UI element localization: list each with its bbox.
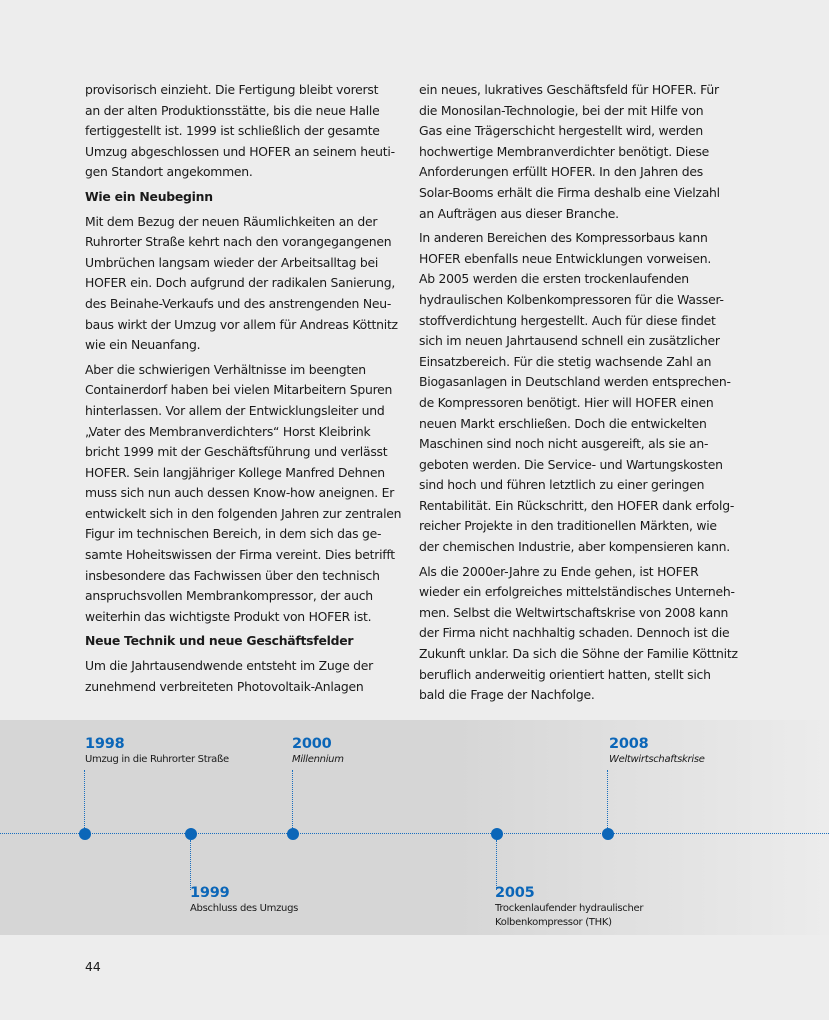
- event-description: Trockenlaufender hydraulischer: [495, 903, 644, 914]
- paragraph: [85, 80, 403, 183]
- text-line: Umzug abgeschlossen und HOFER an seinem heuti-: [85, 143, 395, 159]
- timeline-marker-1998: [79, 828, 91, 840]
- timeline-connector: [292, 770, 293, 828]
- text-line: HOFER. Sein langjähriger Kollege Manfred Dehnen: [85, 464, 385, 480]
- text-line: Solar-Booms erhält die Firma deshalb eine Vielzahl: [419, 184, 720, 200]
- text-line: hochwertige Membranverdichter benötigt. Diese: [419, 143, 710, 159]
- text-line: Umbrüchen langsam wieder der Arbeitsalltag bei: [85, 254, 379, 270]
- text-line: reicher Projekte in den traditionellen Märkten, wie: [419, 518, 717, 534]
- text-line: geboten werden. Die Service- und Wartungskosten: [419, 456, 723, 472]
- event-year: 2000: [292, 736, 332, 752]
- event-description: Kolbenkompressor (THK): [495, 917, 612, 928]
- event-year: 2005: [495, 885, 535, 901]
- timeline-event-2005: [495, 885, 643, 930]
- event-year: 2008: [609, 736, 649, 752]
- text-line: die Monosilan-Technologie, bei der mit Hilfe von: [419, 102, 704, 118]
- timeline-connector: [190, 840, 191, 890]
- text-line: HOFER ein. Doch aufgrund der radikalen Sanierung,: [85, 275, 396, 291]
- text-line: Gas eine Trägerschicht hergestellt wird, werden: [419, 123, 703, 139]
- event-description: Millennium: [292, 754, 344, 765]
- timeline-marker-2000: [287, 828, 299, 840]
- text-line: men. Selbst die Weltwirtschaftskrise von 2008 kann: [419, 604, 729, 620]
- text-line: In anderen Bereichen des Kompressorbaus kann: [419, 230, 708, 246]
- text-column-right: [419, 80, 737, 710]
- text-line: ein neues, lukratives Geschäftsfeld für HOFER. Für: [419, 82, 719, 97]
- text-line: de Kompressoren benötigt. Hier will HOFER einen: [419, 394, 714, 410]
- timeline-event-2000: [292, 736, 344, 767]
- text-line: wieder ein erfolgreiches mittelständisches Unterneh-: [419, 584, 735, 600]
- timeline-connector: [84, 770, 85, 828]
- text-line: insbesondere das Fachwissen über den technisch: [85, 567, 380, 583]
- paragraph: [85, 656, 403, 697]
- event-year: 1998: [85, 736, 125, 752]
- text-line: muss sich nun auch dessen Know-how aneignen. Er: [85, 485, 395, 501]
- text-line: des Beinahe-Verkaufs und des anstrengenden Neu-: [85, 295, 392, 311]
- timeline-marker-1999: [185, 828, 197, 840]
- text-line: sind hoch und führen letztlich zu einer geringen: [419, 477, 705, 493]
- text-line: Ruhrorter Straße kehrt nach den vorangegangenen: [85, 234, 392, 250]
- timeline-connector: [607, 770, 608, 828]
- section-heading: Wie ein Neubeginn: [85, 188, 213, 204]
- text-line: Figur im technischen Bereich, in dem sich das ge-: [85, 526, 382, 542]
- event-description: Umzug in die Ruhrorter Straße: [85, 754, 229, 765]
- text-line: weiterhin das wichtigste Produkt von HOFER ist.: [85, 608, 372, 624]
- text-line: an der alten Produktionsstätte, bis die neue Halle: [85, 102, 380, 118]
- event-year: 1999: [190, 885, 230, 901]
- text-line: Um die Jahrtausendwende entsteht im Zuge der: [85, 658, 374, 674]
- timeline-connector: [496, 840, 497, 890]
- timeline-axis: [0, 833, 829, 834]
- text-line: anspruchsvollen Membrankompressor, der auch: [85, 588, 373, 604]
- text-line: fertiggestellt ist. 1999 ist schließlich der gesamte: [85, 123, 380, 139]
- text-line: Biogasanlagen in Deutschland werden entsprechen-: [419, 374, 731, 390]
- text-line: neuen Markt erschließen. Doch die entwickelten: [419, 415, 707, 431]
- event-description: Weltwirtschaftskrise: [609, 754, 705, 765]
- text-line: der chemischen Industrie, aber kompensieren kann.: [419, 539, 730, 555]
- section-heading: Neue Technik und neue Geschäftsfelder: [85, 633, 354, 649]
- text-line: bricht 1999 mit der Geschäftsführung und verlässt: [85, 444, 388, 460]
- text-line: Maschinen sind noch nicht ausgereift, als sie an-: [419, 436, 709, 452]
- text-line: hydraulischen Kolbenkompressoren für die Wasser-: [419, 291, 724, 307]
- text-line: beruflich anderweitig orientiert hatten, stellt sich: [419, 666, 711, 682]
- text-line: HOFER ebenfalls neue Entwicklungen vorweisen.: [419, 250, 712, 266]
- text-line: Mit dem Bezug der neuen Räumlichkeiten an der: [85, 213, 378, 229]
- text-line: Einsatzbereich. Für die stetig wachsende Zahl an: [419, 353, 712, 369]
- text-line: „Vater des Membranverdichters“ Horst Kleibrink: [85, 423, 371, 439]
- text-line: Rentabilität. Ein Rückschritt, den HOFER dank erfolg-: [419, 497, 735, 513]
- paragraph: [85, 360, 403, 628]
- text-line: Zukunft unklar. Da sich die Söhne der Familie Köttnitz: [419, 646, 738, 662]
- text-line: Aber die schwierigen Verhältnisse im beengten: [85, 361, 366, 377]
- text-line: hinterlassen. Vor allem der Entwicklungsleiter und: [85, 402, 385, 418]
- text-line: baus wirkt der Umzug vor allem für Andreas Köttnitz: [85, 316, 398, 332]
- paragraph: [419, 562, 737, 706]
- text-line: gen Standort angekommen.: [85, 164, 253, 180]
- timeline-marker-2005: [491, 828, 503, 840]
- text-line: Containerdorf haben bei vielen Mitarbeitern Spuren: [85, 382, 393, 398]
- text-column-left: [85, 80, 403, 701]
- paragraph: [419, 80, 737, 224]
- text-line: Anforderungen erfüllt HOFER. In den Jahren des: [419, 164, 703, 180]
- paragraph: [419, 228, 737, 558]
- text-line: samte Hoheitswissen der Firma vereint. Dies betrifft: [85, 547, 395, 563]
- page-number: 44: [85, 959, 101, 974]
- text-line: Als die 2000er-Jahre zu Ende gehen, ist HOFER: [419, 563, 699, 579]
- text-line: Ab 2005 werden die ersten trockenlaufenden: [419, 271, 689, 287]
- timeline-event-1999: [190, 885, 298, 916]
- timeline-event-2008: [609, 736, 705, 767]
- text-line: zunehmend verbreiteten Photovoltaik-Anlagen: [85, 678, 364, 694]
- text-line: bald die Frage der Nachfolge.: [419, 687, 595, 703]
- text-line: provisorisch einzieht. Die Fertigung bleibt vorerst: [85, 82, 379, 97]
- paragraph: [85, 212, 403, 356]
- text-line: wie ein Neuanfang.: [85, 337, 201, 353]
- event-description: Abschluss des Umzugs: [190, 903, 299, 914]
- text-line: der Firma nicht nachhaltig schaden. Dennoch ist die: [419, 625, 730, 641]
- text-line: sich im neuen Jahrtausend schnell ein zusätzlicher: [419, 333, 720, 349]
- timeline: [0, 720, 829, 935]
- timeline-marker-2008: [602, 828, 614, 840]
- text-line: stoffverdichtung hergestellt. Auch für diese findet: [419, 312, 716, 328]
- text-line: entwickelt sich in den folgenden Jahren zur zentralen: [85, 505, 402, 521]
- text-line: an Aufträgen aus dieser Branche.: [419, 205, 619, 221]
- timeline-event-1998: [85, 736, 229, 767]
